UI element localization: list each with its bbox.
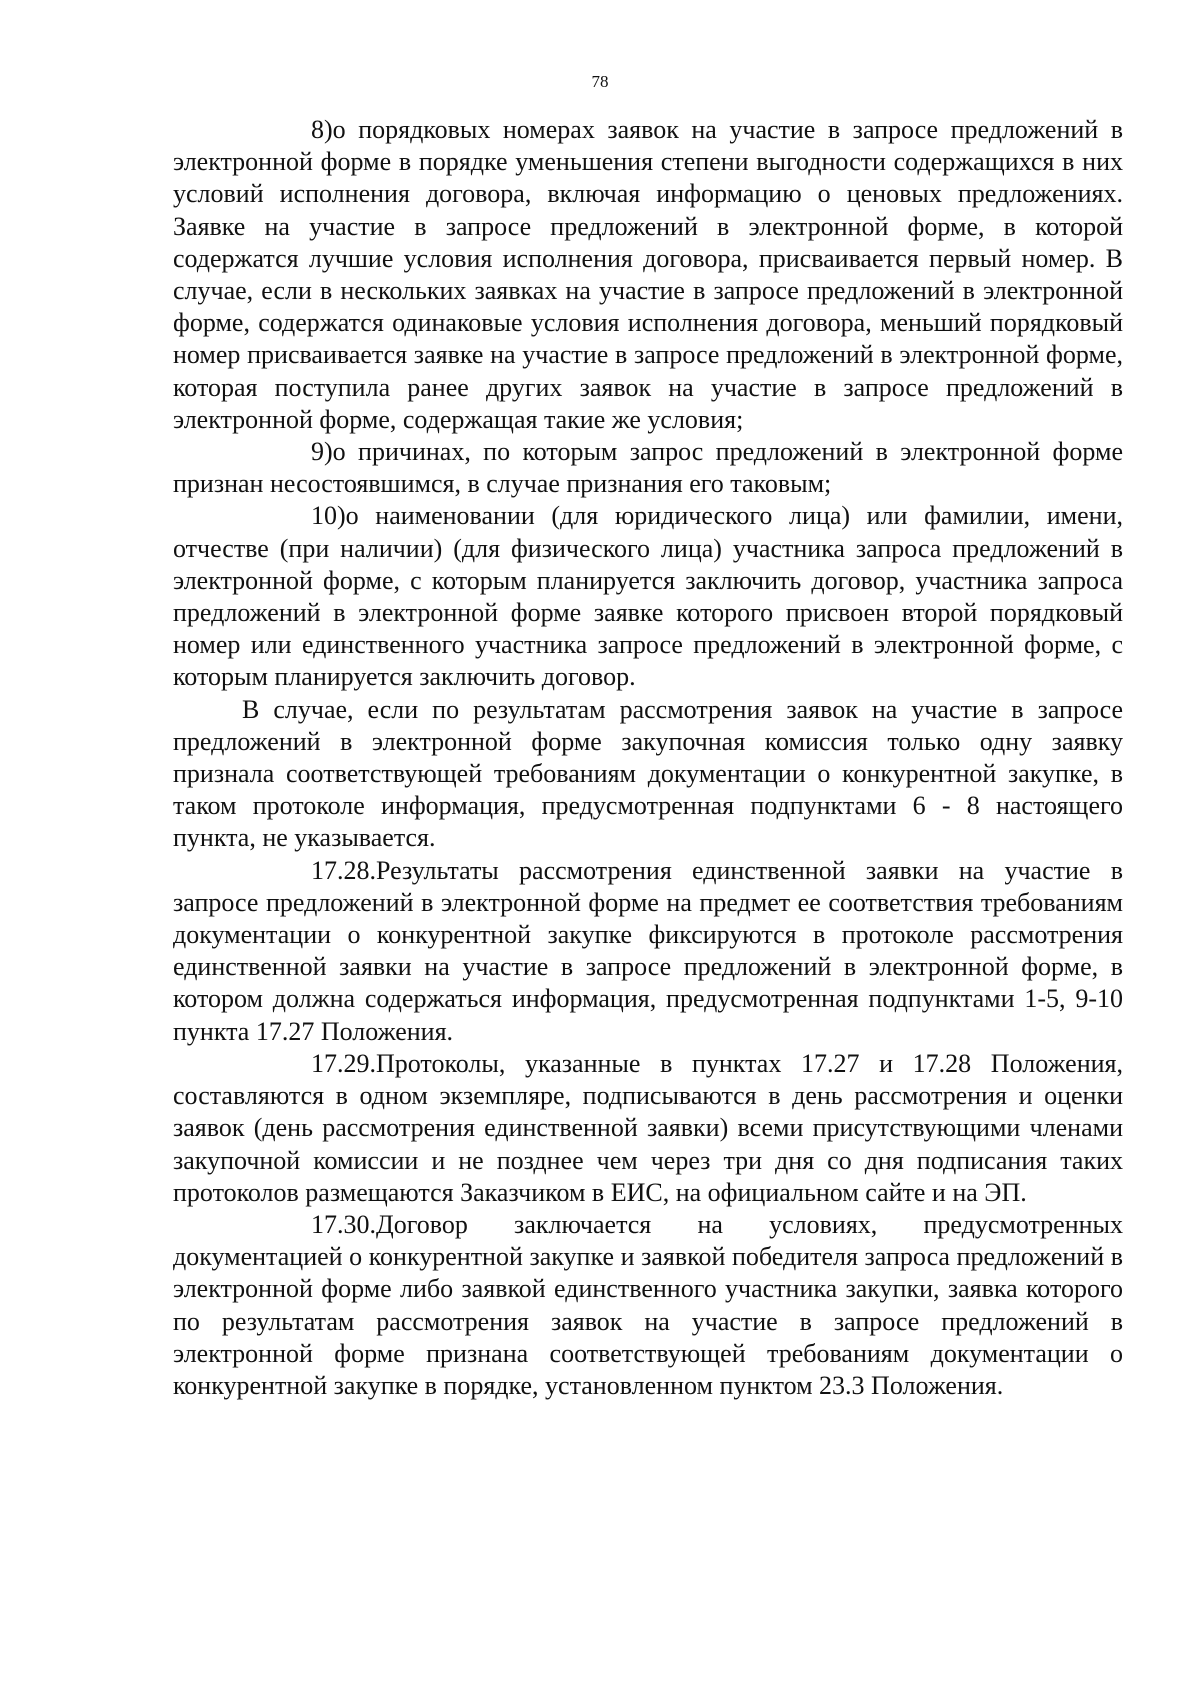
clause-17-28: [173, 855, 1123, 1048]
document-body: [173, 114, 1123, 1402]
list-item-9-text: о причинах, по которым запрос предложений в электронной форме признан несостоявшимся, в случае признания его таковым;: [173, 437, 1123, 499]
list-item-8-marker: 8): [311, 115, 333, 144]
paragraph-single-bid-note-text: В случае, если по результатам рассмотрения заявок на участие в запросе предложений в электронной форме закупочная комиссия только одну заявку признала соответствующей требованиям документации о конкурентной закупке, в таком протоколе информация, предусмотренная подпунктами 6 - 8 настоящего пункта, не указывается.: [173, 694, 1123, 853]
clause-17-29-text: Протоколы, указанные в пунктах 17.27 и 17.28 Положения, составляются в одном экземпляре, подписываются в день рассмотрения и оценки заявок (день рассмотрения единственной заявки) всеми присутствующими членами закупочной комиссии и не позднее чем через три дня со дня подписания таких протоколов размещаются Заказчиком в ЕИС, на официальном сайте и на ЭП.: [173, 1048, 1123, 1207]
page-number: 78: [591, 72, 609, 91]
list-item-9: [173, 436, 1123, 500]
clause-17-29: [173, 1048, 1123, 1209]
list-item-10: [173, 500, 1123, 693]
list-item-10-text: о наименовании (для юридического лица) или фамилии, имени, отчестве (при наличии) (для физического лица) участника запроса предложений в электронной форме, с которым планируется заключить договор, участника запроса предложений в электронной форме заявке которого присвоен второй порядковый номер или единственного участника запросе предложений в электронной форме, с которым планируется заключить договор.: [173, 501, 1123, 692]
list-item-8: [173, 114, 1123, 436]
list-item-8-text: о порядковых номерах заявок на участие в запросе предложений в электронной форме в порядке уменьшения степени выгодности содержащихся в них условий исполнения договора, включая информацию о ценовых предложениях. Заявке на участие в запросе предложений в электронной форме, в которой содержатся лучшие условия исполнения договора, присваивается первый номер. В случае, если в нескольких заявках на участие в запросе предложений в электронной форме, содержатся одинаковые условия исполнения договора, меньший порядковый номер присваивается заявке на участие в запросе предложений в электронной форме, которая поступила ранее других заявок на участие в запросе предложений в электронной форме, содержащая такие же условия;: [173, 115, 1123, 434]
clause-17-29-number: 17.29.: [311, 1048, 376, 1078]
clause-17-30: [173, 1209, 1123, 1402]
paragraph-single-bid-note: [173, 694, 1123, 855]
clause-17-30-number: 17.30.: [311, 1209, 376, 1239]
clause-17-28-text: Результаты рассмотрения единственной заявки на участие в запросе предложений в электронной форме на предмет ее соответствия требованиям документации о конкурентной закупке фиксируются в протоколе рассмотрения единственной заявки на участие в запросе предложений в электронной форме, в котором должна содержаться информация, предусмотренная подпунктами 1-5, 9-10 пункта 17.27 Положения.: [173, 855, 1123, 1046]
clause-17-28-number: 17.28.: [311, 855, 376, 885]
list-item-10-marker: 10): [311, 501, 346, 531]
list-item-9-marker: 9): [311, 437, 333, 467]
clause-17-30-text: Договор заключается на условиях, предусмотренных документацией о конкурентной закупке и заявкой победителя запроса предложений в электронной форме либо заявкой единственного участника закупки, заявка которого по результатам рассмотрения заявок на участие в запросе предложений в электронной форме признана соответствующей требованиям документации о конкурентной закупке в порядке, установленном пунктом 23.3 Положения.: [173, 1209, 1123, 1400]
